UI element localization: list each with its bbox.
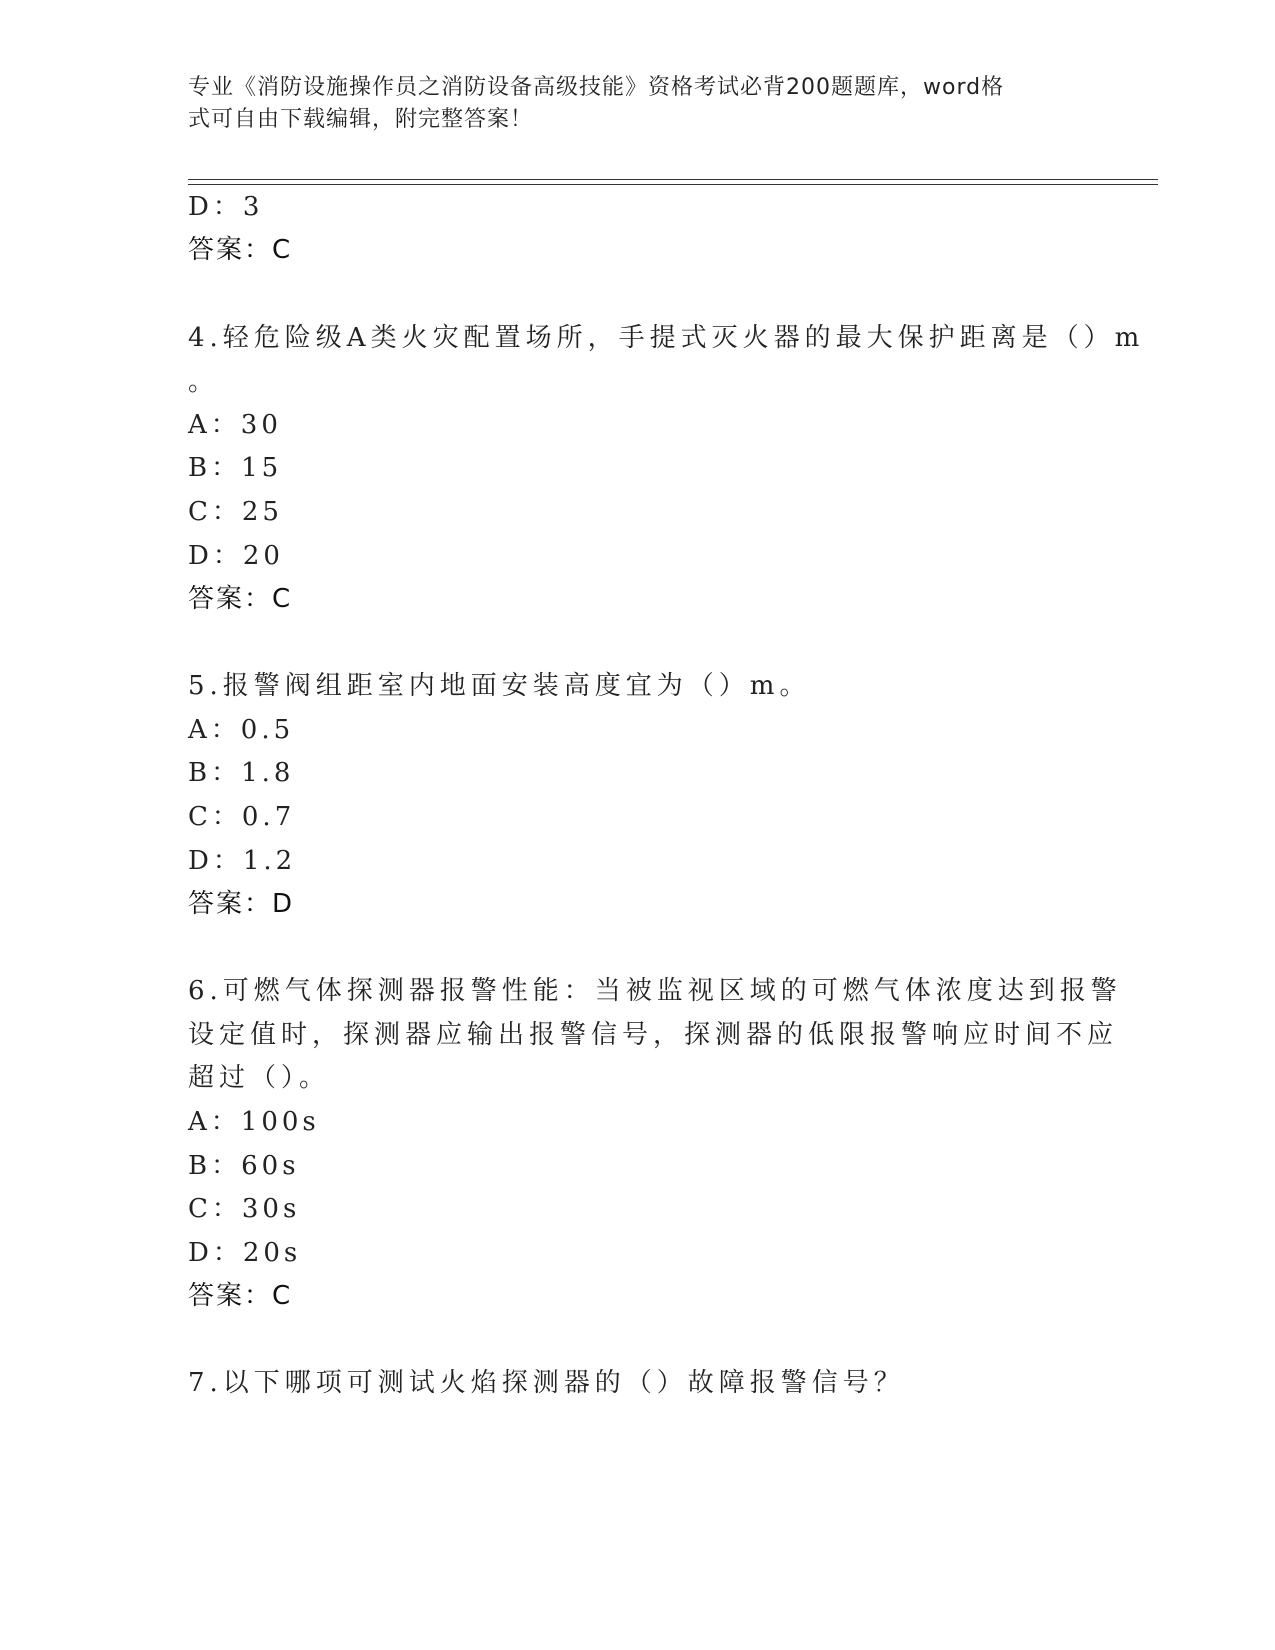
q4-option-a: A：30 <box>188 410 282 440</box>
q4-option-d: D：20 <box>188 541 284 571</box>
q5-answer: 答案：D <box>188 889 295 919</box>
q6-text-line-2: 设定值时，探测器应输出报警信号，探测器的低限报警响应时间不应 <box>188 1020 1119 1050</box>
q6-option-b: B：60s <box>188 1151 300 1181</box>
q6-option-a: A：100s <box>188 1107 320 1137</box>
header-divider-top <box>188 179 1158 180</box>
q6-answer: 答案：C <box>188 1281 293 1311</box>
q6-text-line-3: 超过（）。 <box>188 1063 331 1093</box>
q6-text-line-1: 6.可燃气体探测器报警性能：当被监视区域的可燃气体浓度达到报警 <box>188 976 1122 1006</box>
q5-option-b: B：1.8 <box>188 758 295 788</box>
q6-option-c: C：30s <box>188 1194 301 1224</box>
q4-answer: 答案：C <box>188 584 293 614</box>
q6-option-d: D：20s <box>188 1238 302 1268</box>
q4-text-line-1: 4.轻危险级A类火灾配置场所，手提式灭火器的最大保护距离是（）m <box>188 323 1145 353</box>
prev-question-answer: 答案：C <box>188 235 293 265</box>
header-line-2: 式可自由下载编辑，附完整答案！ <box>188 107 534 132</box>
header-line-1: 专业《消防设施操作员之消防设备高级技能》资格考试必背200题题库，word格 <box>188 75 1005 100</box>
q5-option-c: C：0.7 <box>188 802 296 832</box>
q4-text-line-2: 。 <box>188 367 219 397</box>
q5-option-a: A：0.5 <box>188 715 295 745</box>
prev-question-option-d: D：3 <box>188 192 264 222</box>
q5-text: 5.报警阀组距室内地面安装高度宜为（）m。 <box>188 671 811 701</box>
document-header <box>188 72 1068 136</box>
q4-option-c: C：25 <box>188 497 283 527</box>
header-divider-bottom <box>188 184 1158 185</box>
q4-option-b: B：15 <box>188 453 283 483</box>
q7-text: 7.以下哪项可测试火焰探测器的（）故障报警信号？ <box>188 1368 905 1398</box>
q5-option-d: D：1.2 <box>188 846 297 876</box>
